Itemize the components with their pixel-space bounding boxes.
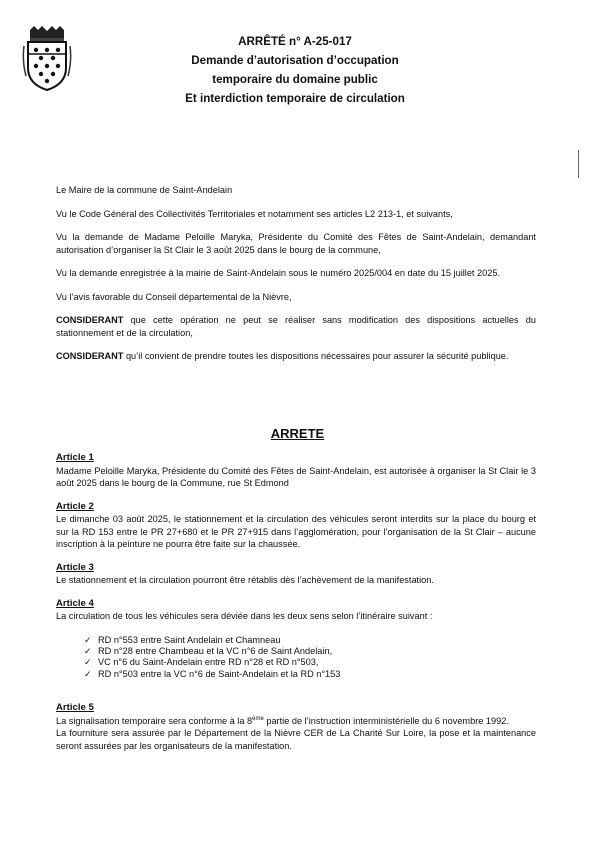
considerant-label: CONSIDERANT: [56, 351, 124, 361]
article-2-text: Le dimanche 03 août 2025, le stationnement et la circulation des véhicules seront interdits sur la place du bourg et sur la RD 153 entre le PR 27+680 et le PR 27+915 dans l’agglomération, pour l’organisation de la St Clair – aucune inscription à la peinture ne pourra être faite sur la chaussée.: [56, 514, 536, 549]
preamble: [56, 184, 536, 363]
decree-number: ARRÊTÉ n° A-25-017: [238, 35, 352, 48]
article-4-text: La circulation de tous les véhicules sera déviée dans les deux sens selon l’itinéraire suivant :: [56, 611, 433, 621]
article-2-title: Article 2: [56, 500, 94, 512]
checkmark-icon: ✓: [84, 657, 92, 668]
list-item: ✓ VC n°6 du Saint-Andelain entre RD n°28 et RD n°503,: [84, 657, 319, 668]
decree-title-line-2: temporaire du domaine public: [212, 73, 378, 86]
coat-of-arms-icon: [22, 26, 72, 92]
margin-mark: [578, 150, 583, 178]
article-5-text-2: La fourniture sera assurée par le Département de la Nièvre CER de La Charité Sur Loire, la pose et la maintenance seront assurées par les organisateurs de la manifestation.: [56, 728, 536, 751]
list-item: ✓ RD n°503 entre la VC n°6 de Saint-Andelain et la RD n°153: [84, 668, 341, 679]
vu-demande-enregistree: Vu la demande enregistrée à la mairie de Saint-Andelain sous le numéro 2025/004 en date du 15 juillet 2025.: [56, 268, 501, 278]
arrete-heading: ARRETE: [270, 426, 325, 441]
list-item: ✓ RD n°28 entre Chambeau et la VC n°6 de Saint Andelain,: [84, 645, 333, 656]
list-item: ✓ RD n°553 entre Saint Andelain et Chamneau: [84, 634, 281, 645]
checkmark-icon: ✓: [84, 668, 92, 679]
document-header: [150, 32, 440, 108]
vu-demande-peloille: Vu la demande de Madame Peloille Maryka, Présidente du Comité des Fêtes de Saint-Andelain, demandant autorisation d’organiser la St Clair le 3 août 2025 dans le bourg de la commune,: [56, 232, 536, 255]
vu-code-general: Vu le Code Général des Collectivités Territoriales et notamment ses articles L2 213-1, et suivants,: [56, 208, 453, 219]
mayor-line: Le Maire de la commune de Saint-Andelain: [56, 185, 233, 195]
decree-title-line-3: Et interdiction temporaire de circulation: [185, 92, 405, 105]
considerant-label: CONSIDERANT: [56, 315, 124, 325]
articles: [56, 452, 536, 752]
checkmark-icon: ✓: [84, 634, 92, 645]
article-5-title: Article 5: [56, 702, 94, 714]
checkmark-icon: ✓: [84, 645, 92, 656]
article-3-title: Article 3: [56, 561, 94, 573]
article-4-title: Article 4: [56, 597, 94, 609]
considerant-text: que cette opération ne peut se réaliser sans modification des dispositions actuelles du stationnement et de la circulation,: [56, 315, 536, 338]
detour-list: [56, 635, 536, 681]
considerant-text: qu’il convient de prendre toutes les dispositions nécessaires pour assurer la sécurité publique.: [123, 351, 509, 361]
article-5-text: La signalisation temporaire sera conforme à la 8ème partie de l’instruction interministérielle du 6 novembre 1992.: [56, 715, 509, 726]
article-1-text: Madame Peloille Maryka, Présidente du Comité des Fêtes de Saint-Andelain, est autorisée à organiser la St Clair le 3 août 2025 dans le bourg de la Commune, rue St Edmond: [56, 465, 536, 488]
article-3-text: Le stationnement et la circulation pourront être rétablis dès l’achèvement de la manifestation.: [56, 575, 434, 585]
decree-title-line-1: Demande d’autorisation d’occupation: [191, 54, 399, 67]
article-1-title: Article 1: [56, 452, 94, 463]
considerant-2: [56, 350, 536, 363]
vu-avis-favorable: Vu l’avis favorable du Conseil départemental de la Nièvre,: [56, 291, 292, 302]
considerant-1: [56, 314, 536, 339]
